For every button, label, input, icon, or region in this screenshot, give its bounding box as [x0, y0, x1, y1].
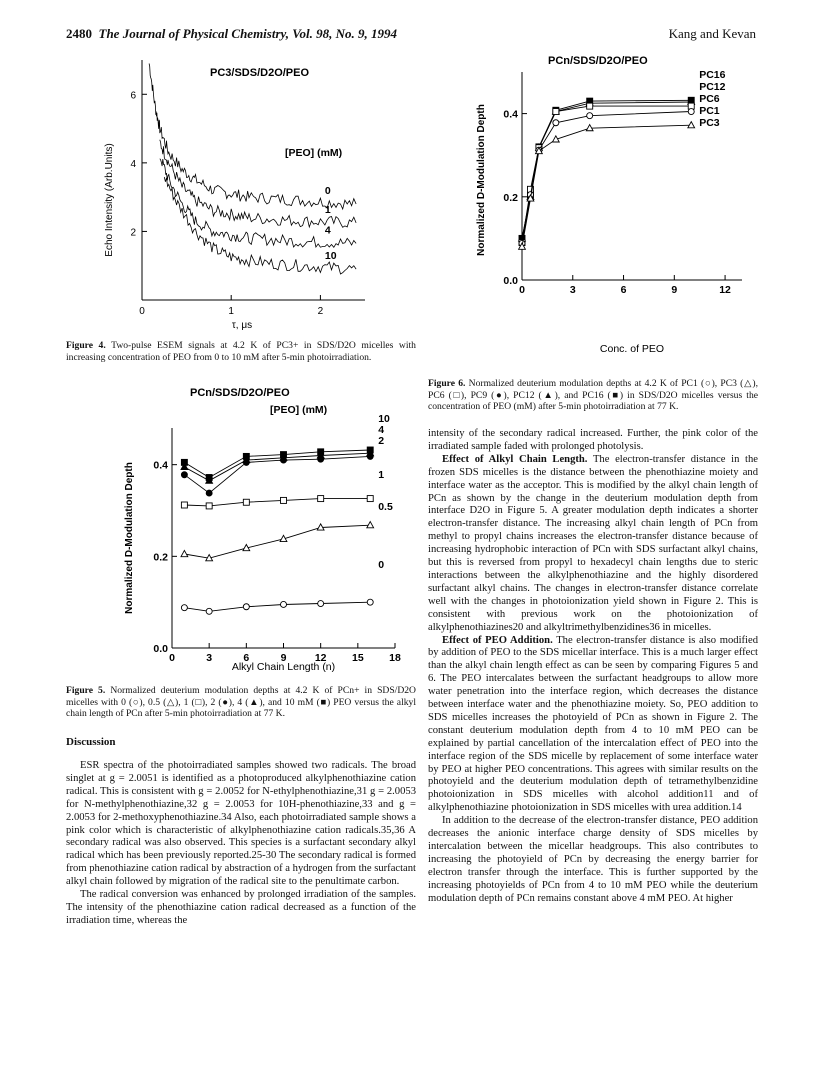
- figure-5-point: [281, 601, 287, 607]
- discussion-paragraph-1: ESR spectra of the photoirradiated samples showed two radicals. The broad singlet at g = 2.0051 is identified as a photoproduced alkylphenothiazine cation radical. This is consistent with g = 2.0052 for N-ethylphenothiazine,31 g = 2.0053 for N-methylphenothiazine,32 g = 2.0053 for 10H-phenothiazine,33 and g = 2.0053 for 2-methoxyphenothiazine.34 Also, each photoirradiated sample shows a pink color which is characteristic of alkylphenothiazine cation radicals.35,36 A secondary radical was also observed. This species is a surfactant secondary alkyl radical which has been previously reported.25-30 The secondary radical is formed from phenothiazine cation radical by abstraction of a hydrogen from the surfactant alkyl chain followed by migration of the radical site to the penultimate carbon.: [66, 760, 416, 888]
- run-in-heading-peo: Effect of PEO Addition.: [442, 634, 553, 646]
- figure-5-series-label: 1: [378, 469, 385, 481]
- figure-6-caption: [428, 378, 758, 413]
- figure-6-line-pc3: [522, 125, 691, 247]
- figure-5: [110, 378, 410, 676]
- discussion-heading: Discussion: [66, 736, 116, 748]
- figure-6-series-label: PC6: [699, 93, 720, 105]
- figure-6-x-tick-label: 0: [519, 284, 525, 296]
- figure-4-title: PC3/SDS/D2O/PEO: [210, 67, 310, 79]
- figure-4: [100, 50, 380, 335]
- figure-6-caption-text: Normalized deuterium modulation depths at 4.2 K of PC1 (○), PC3 (△), PC6 (□), PC9 (●), PC12 (▲), and PC16 (■) in SDS/D2O micelles versus the concentration of PEO (mM) after 5-min photoirradiation at 77 K.: [428, 378, 758, 413]
- right-column-text: [428, 428, 758, 906]
- figure-4-xlabel: τ, μs: [231, 320, 253, 331]
- figure-6-line-pc12: [522, 102, 691, 238]
- figure-5-point: [243, 459, 249, 465]
- run-in-heading-alkyl: Effect of Alkyl Chain Length.: [442, 453, 588, 465]
- figure-5-point: [243, 604, 249, 610]
- figure-6-point: [553, 120, 559, 126]
- paragraph-alkyl-chain: [428, 454, 758, 635]
- figure-4-x-tick-label: 1: [228, 306, 234, 317]
- figure-5-point: [206, 490, 212, 496]
- figure-4-ylabel: Echo Intensity (Arb.Units): [104, 143, 115, 257]
- figure-4-curve-label-10: 10: [324, 250, 337, 263]
- figure-5-point: [281, 457, 287, 463]
- figure-5-y-tick-label: 0.0: [153, 643, 168, 655]
- figure-5-legend-title: [PEO] (mM): [270, 404, 328, 416]
- running-authors: Kang and Kevan: [668, 26, 756, 41]
- figure-5-point: [367, 496, 373, 502]
- figure-5-x-tick-label: 0: [169, 652, 175, 664]
- figure-4-caption: [66, 340, 416, 363]
- figure-5-point: [206, 608, 212, 614]
- figure-4-legend-title: [PEO] (mM): [285, 147, 343, 159]
- figure-5-point: [318, 456, 324, 462]
- figure-6-x-tick-label: 9: [671, 284, 678, 296]
- paragraph-continued: intensity of the secondary radical increased. Further, the pink color of the irradiated sample faded with prolonged photolysis.: [428, 428, 758, 452]
- figure-5-point: [181, 550, 188, 556]
- figure-5-point: [318, 601, 324, 607]
- figure-6-x-tick-label: 3: [569, 284, 576, 296]
- figure-5-series-0: [181, 559, 384, 614]
- figure-6-series-pc3: [519, 117, 720, 249]
- figure-4-x-tick-label: 2: [317, 306, 324, 317]
- figure-5-series-0.5: [181, 501, 393, 561]
- discussion-paragraph-2: The radical conversion was enhanced by prolonged irradiation of the samples. The intensity of the phenothiazine cation radical decreased as a function of the irradiation time, whereas the: [66, 889, 416, 926]
- figure-6-ylabel: Normalized D-Modulation Depth: [476, 104, 487, 256]
- paragraph-charge-density: In addition to the decrease of the electron-transfer distance, PEO addition decreases the anionic interface charge density of SDS micelles by intercalation between the micellar headgroups. This also contributes to increasing the photoyield of PCn by decreasing the energy barrier for electron transfer through the interface. This is further supported by the increasing photoyields of PCn from 4 to 10 mM PEO while the deuterium modulation depth of PCn remains constant above 4 mM PEO. At higher: [428, 815, 758, 904]
- figure-5-point: [367, 453, 373, 459]
- figure-6: [470, 50, 760, 360]
- figure-6-series-pc16: [519, 69, 726, 241]
- figure-5-line-0.5: [184, 525, 370, 558]
- figure-4-caption-label: Figure 4.: [66, 340, 106, 351]
- figure-6-x-tick-label: 6: [620, 284, 627, 296]
- figure-5-point: [181, 502, 187, 508]
- figure-5-series-label: 0.5: [378, 501, 393, 513]
- figure-5-y-tick-label: 0.2: [153, 551, 168, 564]
- figure-6-plot: [470, 50, 760, 360]
- figure-5-caption: [66, 685, 416, 720]
- figure-5-plot: [110, 378, 410, 676]
- figure-4-curve-label-4: 4: [324, 224, 331, 237]
- figure-6-line-pc6: [522, 106, 691, 243]
- figure-6-caption-label: Figure 6.: [428, 378, 466, 389]
- figure-5-xlabel: Alkyl Chain Length (n): [231, 661, 336, 673]
- figure-5-ylabel: Normalized D-Modulation Depth: [124, 462, 135, 614]
- figure-6-x-tick-label: 12: [719, 284, 731, 296]
- figure-6-y-tick-label: 0.2: [503, 191, 518, 204]
- figure-5-caption-text: Normalized deuterium modulation depths at 4.2 K of PCn+ in SDS/D2O micelles with 0 (○), 0.5 (△), 1 (□), 2 (●), 4 (▲), and 10 mM (■) PEO versus the alkyl chain length of PCn after 5-min photoirradiation at 77 K.: [66, 685, 416, 720]
- figure-5-caption-label: Figure 5.: [66, 685, 106, 696]
- figure-4-y-tick-label: 6: [130, 90, 136, 102]
- figure-5-point: [181, 605, 187, 611]
- figure-5-point: [367, 599, 373, 605]
- figure-5-x-tick-label: 9: [280, 652, 287, 664]
- figure-6-title: PCn/SDS/D2O/PEO: [548, 55, 648, 67]
- figure-6-xlabel: Conc. of PEO: [599, 343, 665, 355]
- figure-6-line-pc1: [522, 112, 691, 244]
- figure-6-line-pc16: [522, 100, 691, 238]
- figure-5-x-tick-label: 15: [351, 652, 364, 664]
- journal-name: The Journal of Physical Chemistry, Vol. 98, No. 9, 1994: [98, 26, 398, 41]
- figure-6-y-tick-label: 0.0: [503, 275, 518, 287]
- figure-5-title: PCn/SDS/D2O/PEO: [190, 387, 290, 399]
- figure-6-point: [688, 109, 694, 115]
- figure-6-series-label: PC16: [699, 69, 726, 81]
- figure-6-series-label: PC12: [699, 81, 726, 93]
- figure-5-series-label: 2: [378, 435, 385, 447]
- paragraph-peo-text: The electron-transfer distance is also modified by addition of PEO to the SDS micellar interface. This is a much larger effect than the alkyl chain length effect as can be seen by comparing Figures 5 and 6. The PEO intercalates between the surfactant headgroups to allow more water penetration into the interface region, which decreases the distance between interface water and the phenothiazine moiety. So, PEO addition to SDS micelles increases the photoyield of PCn as shown in Figure 2. The constant deuterium modulation depth from 4 to 10 mM PEO can be explained by partial cancellation of the intercalation effect of PEO into the interface region of the SDS micelle by replacement of some interface water by PEO at higher PEO concentrations. This agrees with similar results on the photoyield and the deuterium modulation depth of tetramethylbenzidine photoionization in SDS micelles with alcohol addition11 and of alkylphenothiazine photoionization in SDS micelles with urea addition.14: [428, 634, 758, 814]
- figure-5-series-label: 4: [378, 424, 385, 436]
- figure-5-x-tick-label: 12: [314, 652, 327, 664]
- figure-5-point: [281, 497, 287, 503]
- figure-5-series-2: [181, 435, 384, 496]
- paragraph-peo: [428, 635, 758, 816]
- figure-6-point: [586, 125, 593, 131]
- left-column-text: [66, 760, 416, 928]
- figure-6-point: [688, 122, 695, 128]
- figure-6-series-label: PC1: [699, 105, 720, 117]
- figure-5-point: [243, 499, 249, 505]
- figure-5-x-tick-label: 3: [206, 652, 213, 664]
- figure-5-x-tick-label: 6: [243, 652, 250, 664]
- figure-4-caption-text: Two-pulse ESEM signals at 4.2 K of PC3+ in SDS/D2O micelles with increasing concentration of PEO from 0 to 10 mM after 5-min photoirradiation.: [66, 340, 416, 363]
- figure-5-series-10: [181, 413, 390, 481]
- figure-5-x-tick-label: 18: [389, 652, 401, 664]
- figure-6-series-pc6: [519, 93, 720, 246]
- figure-4-y-tick-label: 4: [130, 158, 136, 170]
- figure-4-y-tick-label: 2: [130, 227, 136, 239]
- figure-5-point: [181, 472, 187, 478]
- figure-5-y-tick-label: 0.4: [153, 459, 168, 472]
- figure-4-curves: [149, 64, 356, 275]
- figure-5-point: [367, 522, 374, 528]
- figure-5-point: [206, 503, 212, 509]
- paragraph-alkyl-text: The electron-transfer distance in the frozen SDS micelles is the distance between the phenothiazine moiety and interface water as the acceptor. This is modified by the alkyl chain length of PCn as shown by the change in the deuterium modulation depth from interface D2O in Figure 5. A greater modulation depth indicates a shorter electron-transfer distance. The increasing alkyl chain length of PCn from methyl to propyl chains increases the electron-transfer distance because of increasing hydrophobic interaction of PCn with SDS surfactant alkyl chains, but this is reversed from propyl to hexadecyl chain lengths due to steric interactions between the alkylphenothiazine and the highly disordered surfactant alkyl chains. The changes in electron-transfer distance correlate well with the changes in photoionization yield shown in Figure 2. This is consistent with previous work on the photoionization of alkylphenothiazines20 and alkyltrimethylbenzidines36 in micelles.: [428, 453, 759, 633]
- figure-6-point: [553, 109, 559, 115]
- running-header: [66, 26, 756, 42]
- figure-4-plot: [100, 50, 380, 335]
- figure-6-series-label: PC3: [699, 117, 720, 129]
- figure-4-x-tick-label: 0: [139, 306, 145, 317]
- figure-5-series-label: 0: [378, 559, 385, 571]
- figure-6-point: [587, 113, 593, 119]
- figure-6-y-tick-label: 0.4: [503, 108, 518, 121]
- figure-5-series-label: 10: [378, 413, 390, 425]
- figure-4-curve-label-0: 0: [324, 185, 331, 197]
- figure-5-point: [318, 496, 324, 502]
- figure-6-point: [587, 103, 593, 109]
- figure-4-curve-label-1: 1: [324, 203, 331, 216]
- page-number: 2480: [66, 26, 92, 41]
